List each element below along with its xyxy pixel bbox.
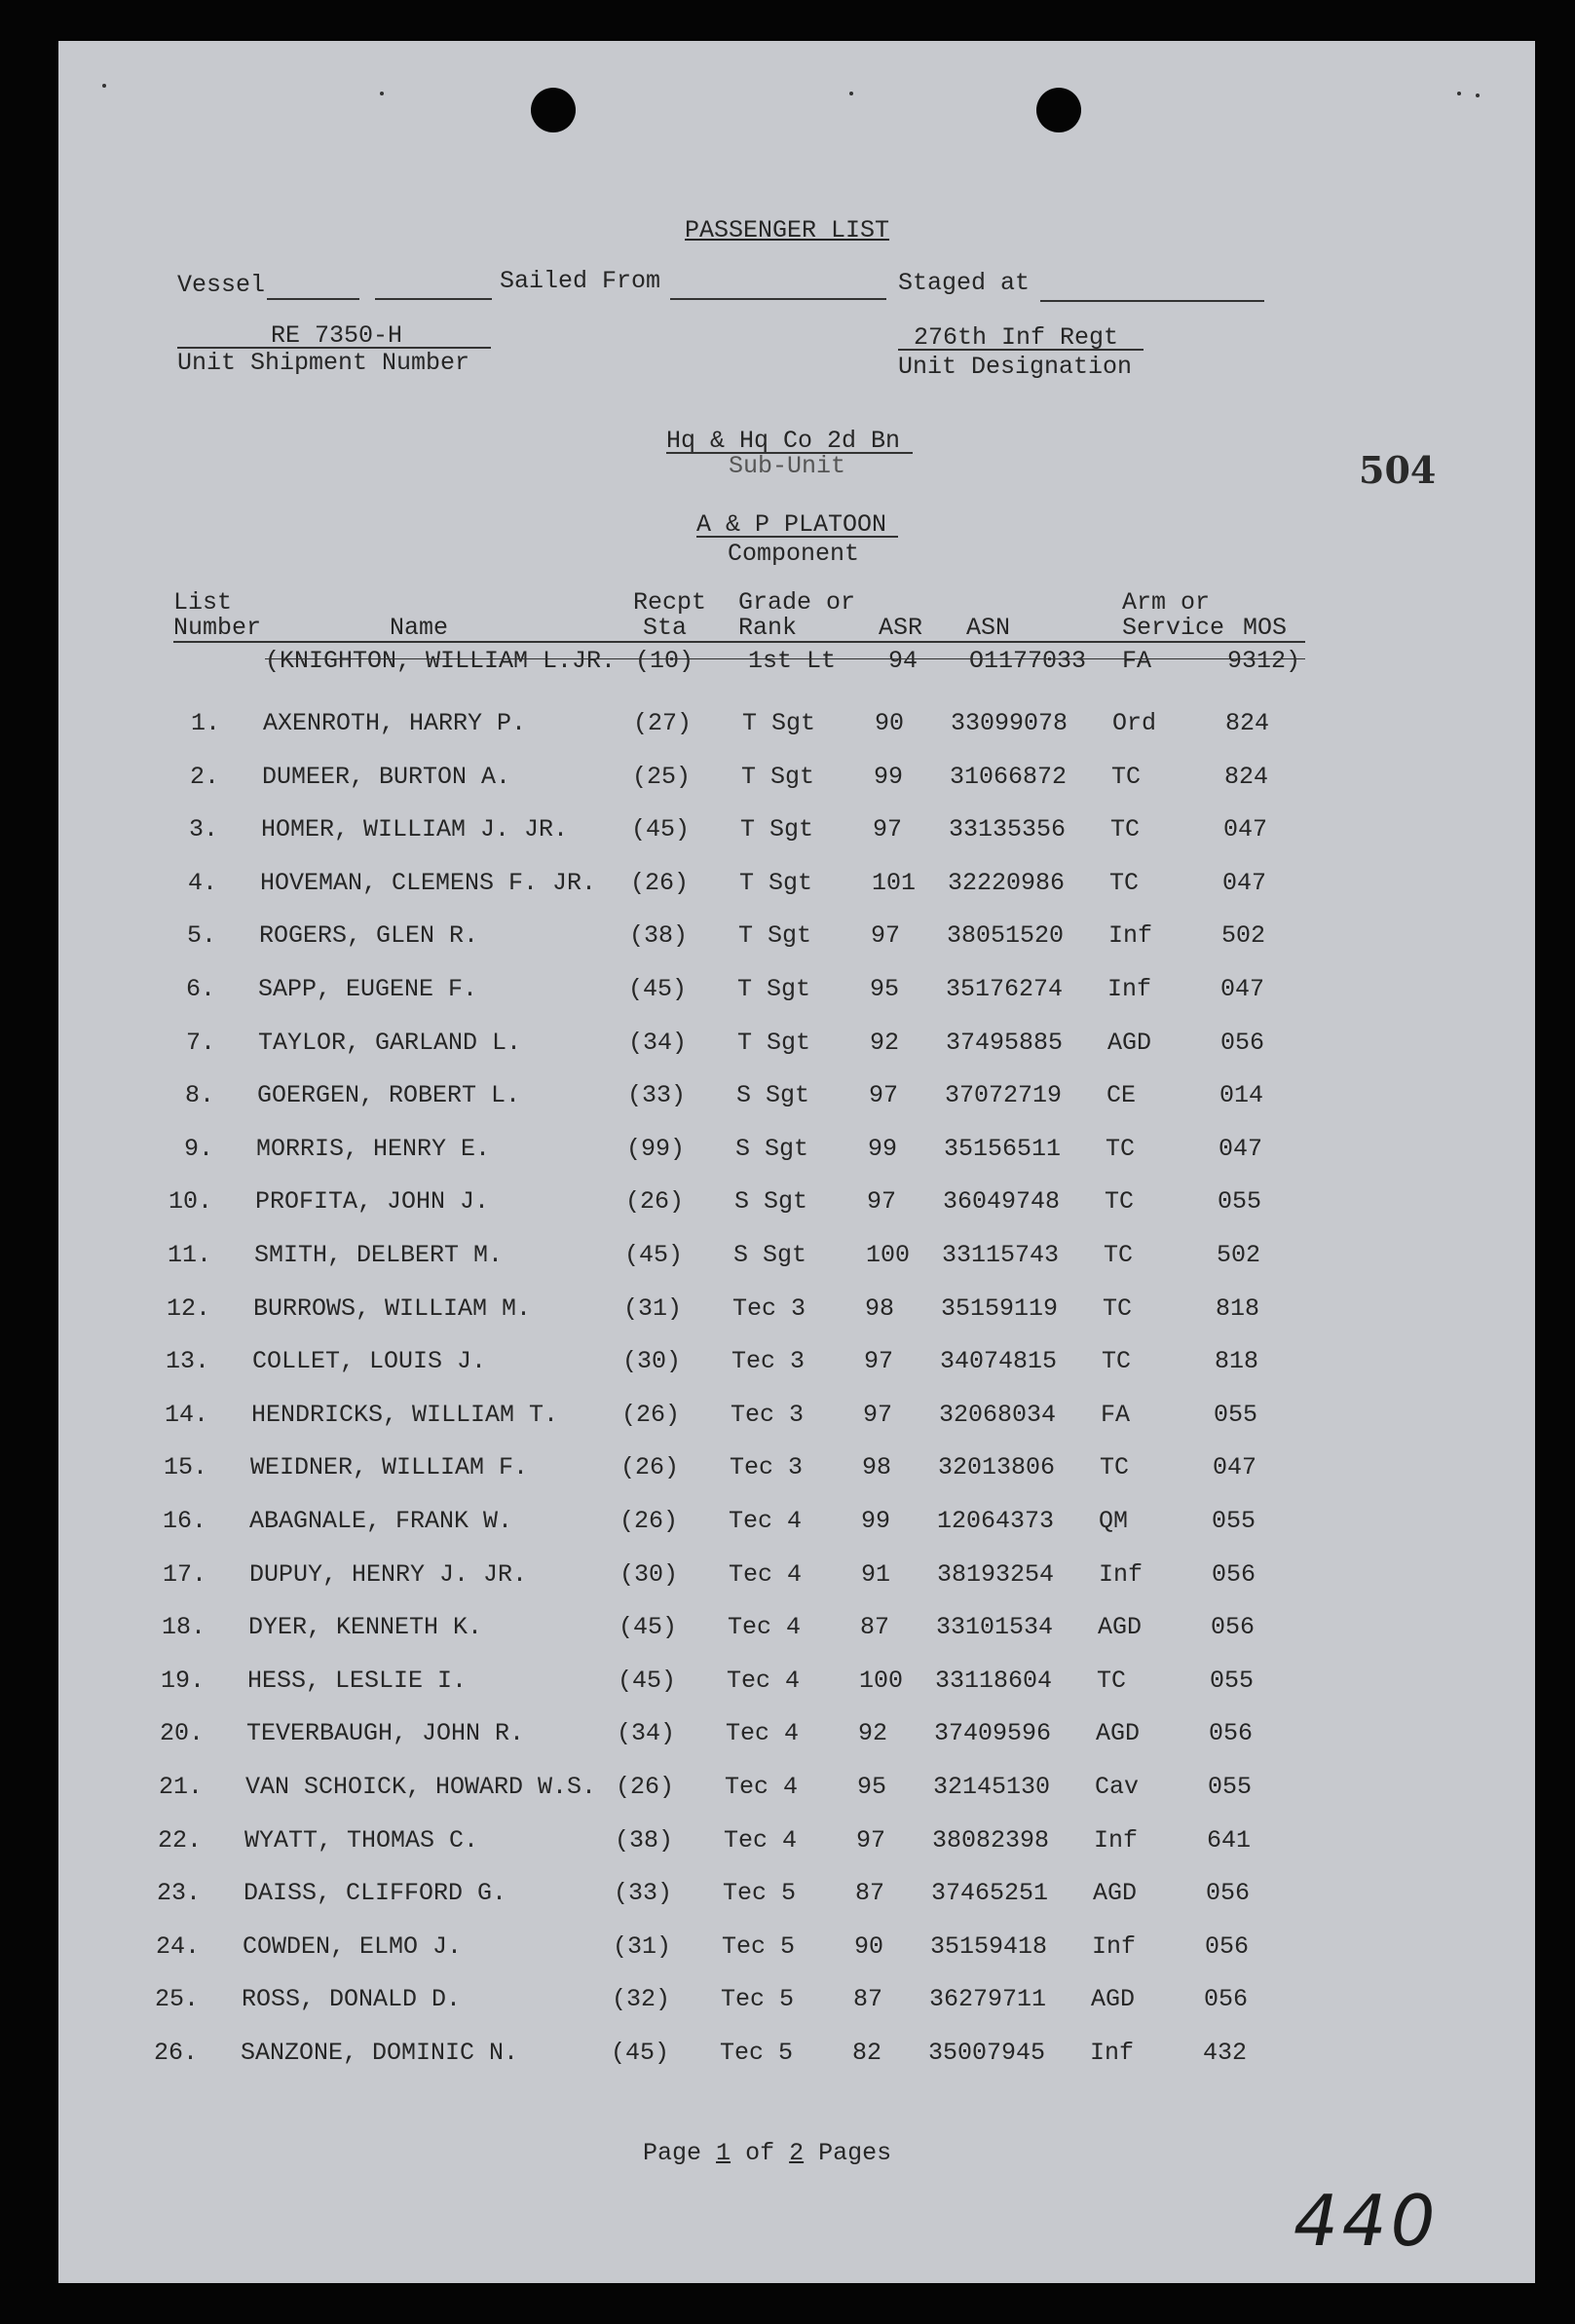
cell-asn: 37072719 <box>945 1081 1063 1110</box>
cell-arm: Ord <box>1112 709 1157 737</box>
cell-asr: 90 <box>875 709 905 737</box>
cell-asr: 95 <box>870 975 900 1003</box>
cell-mos: 056 <box>1204 1985 1249 2014</box>
cell-grade: Tec 3 <box>732 1293 806 1323</box>
document-page <box>58 41 1535 2283</box>
cell-mos: 055 <box>1214 1400 1258 1429</box>
cell-num: 11. <box>167 1241 211 1269</box>
cell-mos: 056 <box>1212 1559 1256 1589</box>
cell-asr: 82 <box>852 2039 882 2067</box>
cell-grade: Tec 3 <box>731 1347 806 1376</box>
col-arm-1: Arm or <box>1122 588 1211 617</box>
cell-asr: 97 <box>856 1825 886 1855</box>
shipment-number: RE 7350-H <box>271 321 403 350</box>
cell-mos: 502 <box>1221 921 1266 951</box>
table-row <box>58 762 1422 794</box>
cell-name: HOVEMAN, CLEMENS F. JR. <box>260 868 597 897</box>
cell-arm: AGD <box>1091 1985 1136 2014</box>
cell-asn: 37465251 <box>931 1879 1049 1908</box>
cell-num: 9. <box>183 1134 213 1163</box>
cell-mos: 055 <box>1208 1773 1253 1801</box>
cell-num: 20. <box>159 1719 204 1748</box>
cell-mos: 047 <box>1220 975 1265 1003</box>
speck <box>849 92 853 95</box>
table-row <box>58 1721 1422 1750</box>
cell-sta: (38) <box>615 1825 674 1855</box>
cell-grade: T Sgt <box>737 975 811 1003</box>
cell-asr: 92 <box>870 1028 900 1057</box>
staged-at-label: Staged at <box>898 269 1031 297</box>
cell-sta: (26) <box>630 868 690 897</box>
cell-name: TEVERBAUGH, JOHN R. <box>246 1719 525 1748</box>
cell-grade: Tec 4 <box>724 1825 798 1855</box>
cell-asn: 38193254 <box>937 1559 1055 1589</box>
unit-designation: 276th Inf Regt <box>914 323 1119 352</box>
cell-asn: 33115743 <box>942 1241 1060 1269</box>
cell-asn: 31066872 <box>950 762 1068 791</box>
table-row <box>58 1559 1422 1592</box>
unit-designation-label: Unit Designation <box>898 353 1133 381</box>
table-row <box>58 1455 1422 1484</box>
cell-mos: 047 <box>1219 1134 1263 1163</box>
cell-asr: 98 <box>865 1293 895 1323</box>
officer-arm: FA <box>1122 647 1152 675</box>
cell-arm: AGD <box>1093 1879 1138 1908</box>
cell-name: WYATT, THOMAS C. <box>244 1825 479 1855</box>
cell-mos: 055 <box>1218 1187 1262 1217</box>
table-row <box>58 868 1422 900</box>
col-list-1: List <box>173 588 233 617</box>
cell-mos: 818 <box>1215 1347 1259 1376</box>
cell-asr: 97 <box>869 1081 899 1110</box>
cell-arm: TC <box>1104 1241 1134 1269</box>
component-underline <box>696 536 898 538</box>
cell-name: PROFITA, JOHN J. <box>255 1187 490 1217</box>
vessel-blank-1 <box>267 298 359 300</box>
component-label: Component <box>728 540 860 568</box>
cell-asr: 97 <box>864 1347 894 1376</box>
cell-name: BURROWS, WILLIAM M. <box>253 1293 532 1323</box>
cell-arm: TC <box>1100 1453 1130 1482</box>
cell-arm: CE <box>1106 1081 1137 1110</box>
cell-num: 22. <box>157 1825 202 1855</box>
cell-mos: 056 <box>1205 1931 1250 1961</box>
col-grade-2: Rank <box>738 614 798 642</box>
cell-asr: 97 <box>871 921 901 951</box>
table-row <box>58 1931 1422 1964</box>
table-row <box>58 1509 1422 1538</box>
vessel-blank-2 <box>375 298 492 300</box>
cell-sta: (34) <box>617 1719 676 1748</box>
cell-grade: S Sgt <box>736 1081 810 1110</box>
col-asr: ASR <box>879 614 923 642</box>
cell-arm: QM <box>1099 1507 1129 1535</box>
cell-asr: 99 <box>861 1507 891 1535</box>
sailed-from-blank <box>670 298 886 300</box>
cell-asn: 34074815 <box>940 1347 1058 1376</box>
cell-arm: Inf <box>1099 1559 1144 1589</box>
component: A & P PLATOON <box>696 510 887 539</box>
cell-name: DYER, KENNETH K. <box>248 1613 483 1642</box>
staged-at-blank <box>1040 300 1264 302</box>
cell-asn: 33101534 <box>936 1613 1054 1642</box>
cell-num: 24. <box>155 1931 200 1961</box>
cell-mos: 047 <box>1223 815 1268 844</box>
cell-asr: 87 <box>853 1985 883 2014</box>
sub-unit: Hq & Hq Co 2d Bn <box>666 427 901 455</box>
cell-sta: (33) <box>614 1879 673 1908</box>
cell-num: 13. <box>165 1347 209 1376</box>
cell-grade: Tec 4 <box>729 1559 803 1589</box>
cell-grade: Tec 5 <box>721 1985 795 2014</box>
officer-row <box>58 649 1422 678</box>
cell-sta: (33) <box>627 1081 687 1110</box>
footer-of: of <box>745 2139 775 2167</box>
cell-asn: 32068034 <box>939 1400 1057 1429</box>
cell-num: 2. <box>189 762 219 791</box>
cell-grade: S Sgt <box>734 1187 808 1217</box>
punch-hole-right <box>1036 88 1081 132</box>
cell-grade: Tec 5 <box>720 2039 794 2067</box>
vessel-label: Vessel <box>177 271 266 299</box>
cell-name: SAPP, EUGENE F. <box>258 975 478 1003</box>
cell-sta: (30) <box>619 1559 679 1589</box>
cell-grade: T Sgt <box>740 815 814 844</box>
cell-asn: 36279711 <box>929 1985 1047 2014</box>
cell-asn: 37409596 <box>934 1719 1052 1748</box>
cell-grade: Tec 4 <box>727 1666 801 1695</box>
cell-name: MORRIS, HENRY E. <box>256 1134 491 1163</box>
cell-asn: 35159418 <box>930 1931 1048 1961</box>
table-row <box>58 1825 1422 1857</box>
cell-sta: (99) <box>626 1134 686 1163</box>
cell-sta: (32) <box>612 1985 671 2014</box>
speck <box>1476 94 1480 97</box>
cell-asr: 98 <box>862 1453 892 1482</box>
cell-arm: AGD <box>1096 1719 1141 1748</box>
cell-num: 1. <box>190 709 220 737</box>
cell-name: HOMER, WILLIAM J. JR. <box>261 815 569 844</box>
table-row <box>58 1083 1422 1112</box>
cell-asn: 35007945 <box>928 2039 1046 2067</box>
stamped-number: 504 <box>1359 448 1437 492</box>
cell-mos: 056 <box>1206 1879 1251 1908</box>
cell-mos: 824 <box>1224 762 1269 791</box>
sub-unit-label: Sub-Unit <box>729 452 846 480</box>
table-row <box>58 2041 1422 2070</box>
cell-arm: TC <box>1106 1134 1136 1163</box>
cell-asr: 97 <box>867 1187 897 1217</box>
cell-grade: T Sgt <box>742 709 816 737</box>
cell-name: VAN SCHOICK, HOWARD W.S. <box>245 1773 597 1801</box>
cell-mos: 055 <box>1210 1666 1255 1695</box>
footer-total: 2 <box>789 2139 805 2167</box>
cell-asn: 35176274 <box>946 975 1064 1003</box>
cell-sta: (26) <box>616 1773 675 1801</box>
cell-num: 14. <box>164 1400 208 1429</box>
cell-sta: (25) <box>632 762 692 791</box>
cell-sta: (45) <box>628 975 688 1003</box>
cell-name: GOERGEN, ROBERT L. <box>257 1081 521 1110</box>
cell-name: ABAGNALE, FRANK W. <box>249 1507 513 1535</box>
handwritten-number: 440 <box>1294 2180 1440 2262</box>
table-row <box>58 1349 1422 1378</box>
table-row <box>58 1668 1422 1698</box>
cell-sta: (45) <box>631 815 691 844</box>
speck <box>1457 92 1461 95</box>
cell-arm: TC <box>1105 1187 1135 1217</box>
cell-name: HESS, LESLIE I. <box>247 1666 468 1695</box>
cell-sta: (26) <box>621 1400 681 1429</box>
punch-hole-left <box>531 88 576 132</box>
officer-asn: O1177033 <box>969 647 1087 675</box>
cell-asr: 91 <box>861 1559 891 1589</box>
cell-grade: Tec 3 <box>730 1453 804 1482</box>
cell-sta: (34) <box>628 1028 688 1057</box>
cell-asn: 33135356 <box>949 815 1067 844</box>
col-list-2: Number <box>173 614 262 642</box>
cell-num: 12. <box>166 1293 210 1323</box>
cell-grade: Tec 5 <box>722 1931 796 1961</box>
table-row <box>58 1134 1422 1166</box>
cell-name: COLLET, LOUIS J. <box>252 1347 487 1376</box>
cell-grade: S Sgt <box>733 1241 807 1269</box>
cell-mos: 056 <box>1209 1719 1254 1748</box>
cell-asr: 92 <box>858 1719 888 1748</box>
cell-arm: Inf <box>1108 921 1153 951</box>
cell-name: AXENROTH, HARRY P. <box>263 709 527 737</box>
cell-arm: TC <box>1110 815 1141 844</box>
cell-asn: 38051520 <box>947 921 1065 951</box>
cell-arm: AGD <box>1098 1613 1143 1642</box>
table-row <box>58 1028 1422 1060</box>
cell-asr: 90 <box>854 1931 884 1961</box>
cell-num: 26. <box>153 2039 198 2067</box>
table-row <box>58 1243 1422 1272</box>
cell-asn: 12064373 <box>937 1507 1055 1535</box>
cell-asn: 36049748 <box>943 1187 1061 1217</box>
cell-num: 15. <box>163 1453 207 1482</box>
table-row <box>58 711 1422 740</box>
cell-asn: 35159119 <box>941 1293 1059 1323</box>
cell-asn: 33118604 <box>935 1666 1053 1695</box>
cell-sta: (26) <box>619 1507 679 1535</box>
cell-name: DUMEER, BURTON A. <box>262 762 511 791</box>
cell-mos: 047 <box>1222 868 1267 897</box>
cell-grade: Tec 4 <box>728 1613 802 1642</box>
cell-mos: 432 <box>1203 2039 1248 2067</box>
cell-arm: TC <box>1102 1347 1132 1376</box>
cell-sta: (26) <box>620 1453 680 1482</box>
cell-asn: 35156511 <box>944 1134 1062 1163</box>
cell-asr: 99 <box>874 762 904 791</box>
cell-arm: AGD <box>1107 1028 1152 1057</box>
speck <box>102 84 106 88</box>
table-row <box>58 1615 1422 1644</box>
cell-asr: 100 <box>866 1241 911 1269</box>
cell-name: SANZONE, DOMINIC N. <box>241 2039 519 2067</box>
table-row <box>58 1189 1422 1218</box>
cell-arm: TC <box>1109 868 1140 897</box>
cell-mos: 641 <box>1207 1825 1252 1855</box>
cell-asr: 87 <box>860 1613 890 1642</box>
cell-num: 19. <box>160 1666 205 1695</box>
col-grade-1: Grade or <box>738 588 856 617</box>
header-underline <box>173 641 1305 643</box>
cell-grade: Tec 4 <box>729 1507 803 1535</box>
cell-name: ROSS, DONALD D. <box>242 1985 462 2014</box>
cell-arm: Inf <box>1090 2039 1135 2067</box>
cell-num: 16. <box>162 1507 206 1535</box>
cell-asn: 32220986 <box>948 868 1066 897</box>
cell-grade: T Sgt <box>738 921 812 951</box>
cell-mos: 502 <box>1217 1241 1261 1269</box>
table-row <box>58 1775 1422 1804</box>
cell-num: 25. <box>154 1985 199 2014</box>
cell-asn: 33099078 <box>951 709 1069 737</box>
table-row <box>58 1400 1422 1432</box>
col-mos: MOS <box>1243 614 1288 642</box>
footer-page: Page <box>643 2139 702 2167</box>
col-arm-2: Service <box>1122 614 1225 642</box>
cell-sta: (45) <box>624 1241 684 1269</box>
cell-grade: Tec 4 <box>726 1719 800 1748</box>
table-row <box>58 977 1422 1006</box>
cell-num: 8. <box>184 1081 214 1110</box>
cell-sta: (45) <box>618 1666 677 1695</box>
cell-arm: Inf <box>1092 1931 1137 1961</box>
cell-sta: (31) <box>623 1293 683 1323</box>
officer-mos: 9312) <box>1227 647 1301 675</box>
cell-grade: S Sgt <box>735 1134 809 1163</box>
cell-name: DAISS, CLIFFORD G. <box>244 1879 507 1908</box>
document-title: PASSENGER LIST <box>685 216 890 244</box>
unit-underline <box>898 349 1144 351</box>
cell-num: 6. <box>185 975 215 1003</box>
cell-asr: 99 <box>868 1134 898 1163</box>
cell-sta: (38) <box>629 921 689 951</box>
cell-num: 17. <box>162 1559 206 1589</box>
cell-asr: 97 <box>863 1400 893 1429</box>
footer-current: 1 <box>716 2139 731 2167</box>
officer-asr: 94 <box>888 647 919 675</box>
cell-sta: (45) <box>619 1613 678 1642</box>
cell-arm: Inf <box>1107 975 1152 1003</box>
cell-name: DUPUY, HENRY J. JR. <box>249 1559 528 1589</box>
cell-num: 7. <box>185 1028 215 1057</box>
cell-grade: T Sgt <box>739 868 813 897</box>
cell-arm: Cav <box>1095 1773 1140 1801</box>
cell-name: HENDRICKS, WILLIAM T. <box>251 1400 559 1429</box>
col-name: Name <box>390 614 449 642</box>
cell-mos: 055 <box>1212 1507 1256 1535</box>
cell-mos: 047 <box>1213 1453 1257 1482</box>
table-row <box>58 923 1422 953</box>
cell-mos: 818 <box>1216 1293 1260 1323</box>
cell-asn: 38082398 <box>932 1825 1050 1855</box>
page-footer <box>643 2141 891 2165</box>
table-row <box>58 817 1422 846</box>
cell-asr: 95 <box>857 1773 887 1801</box>
cell-num: 4. <box>187 868 217 897</box>
cell-asn: 32145130 <box>933 1773 1051 1801</box>
shipment-number-label: Unit Shipment Number <box>177 349 470 377</box>
cell-name: TAYLOR, GARLAND L. <box>258 1028 522 1057</box>
cell-num: 21. <box>158 1773 203 1801</box>
cell-grade: T Sgt <box>737 1028 811 1057</box>
table-row <box>58 1987 1422 2016</box>
officer-name: (KNIGHTON, WILLIAM L.JR. <box>265 647 617 675</box>
cell-sta: (27) <box>633 709 693 737</box>
cell-mos: 056 <box>1220 1028 1265 1057</box>
cell-num: 23. <box>156 1879 201 1908</box>
cell-name: SMITH, DELBERT M. <box>254 1241 504 1269</box>
cell-name: WEIDNER, WILLIAM F. <box>250 1453 529 1482</box>
cell-arm: FA <box>1101 1400 1131 1429</box>
cell-grade: Tec 5 <box>723 1879 797 1908</box>
table-row <box>58 1293 1422 1326</box>
cell-mos: 014 <box>1219 1081 1264 1110</box>
cell-num: 5. <box>186 921 216 951</box>
cell-name: COWDEN, ELMO J. <box>243 1931 463 1961</box>
cell-arm: Inf <box>1094 1825 1139 1855</box>
cell-num: 10. <box>168 1187 212 1217</box>
cell-num: 18. <box>161 1613 206 1642</box>
cell-sta: (31) <box>613 1931 672 1961</box>
officer-strike <box>265 658 1305 659</box>
officer-sta: (10) <box>635 647 694 675</box>
cell-asn: 37495885 <box>946 1028 1064 1057</box>
col-asn: ASN <box>966 614 1011 642</box>
cell-sta: (30) <box>622 1347 682 1376</box>
cell-num: 3. <box>188 815 218 844</box>
col-recpt-2: Sta <box>643 614 688 642</box>
table-row <box>58 1881 1422 1910</box>
cell-sta: (26) <box>625 1187 685 1217</box>
cell-grade: Tec 4 <box>725 1773 799 1801</box>
cell-asr: 100 <box>859 1666 904 1695</box>
cell-arm: TC <box>1097 1666 1127 1695</box>
cell-grade: Tec 3 <box>731 1400 805 1429</box>
col-recpt-1: Recpt <box>633 588 707 617</box>
speck <box>380 92 384 95</box>
officer-grade: 1st Lt <box>748 647 837 675</box>
cell-sta: (45) <box>611 2039 670 2067</box>
cell-mos: 824 <box>1225 709 1270 737</box>
cell-grade: T Sgt <box>741 762 815 791</box>
footer-pages: Pages <box>818 2139 892 2167</box>
cell-name: ROGERS, GLEN R. <box>259 921 479 951</box>
sailed-from-label: Sailed From <box>500 267 661 295</box>
cell-asr: 87 <box>855 1879 885 1908</box>
cell-arm: TC <box>1111 762 1142 791</box>
cell-asr: 101 <box>872 868 917 897</box>
cell-asr: 97 <box>873 815 903 844</box>
cell-asn: 32013806 <box>938 1453 1056 1482</box>
cell-arm: TC <box>1103 1293 1133 1323</box>
cell-mos: 056 <box>1211 1613 1256 1642</box>
